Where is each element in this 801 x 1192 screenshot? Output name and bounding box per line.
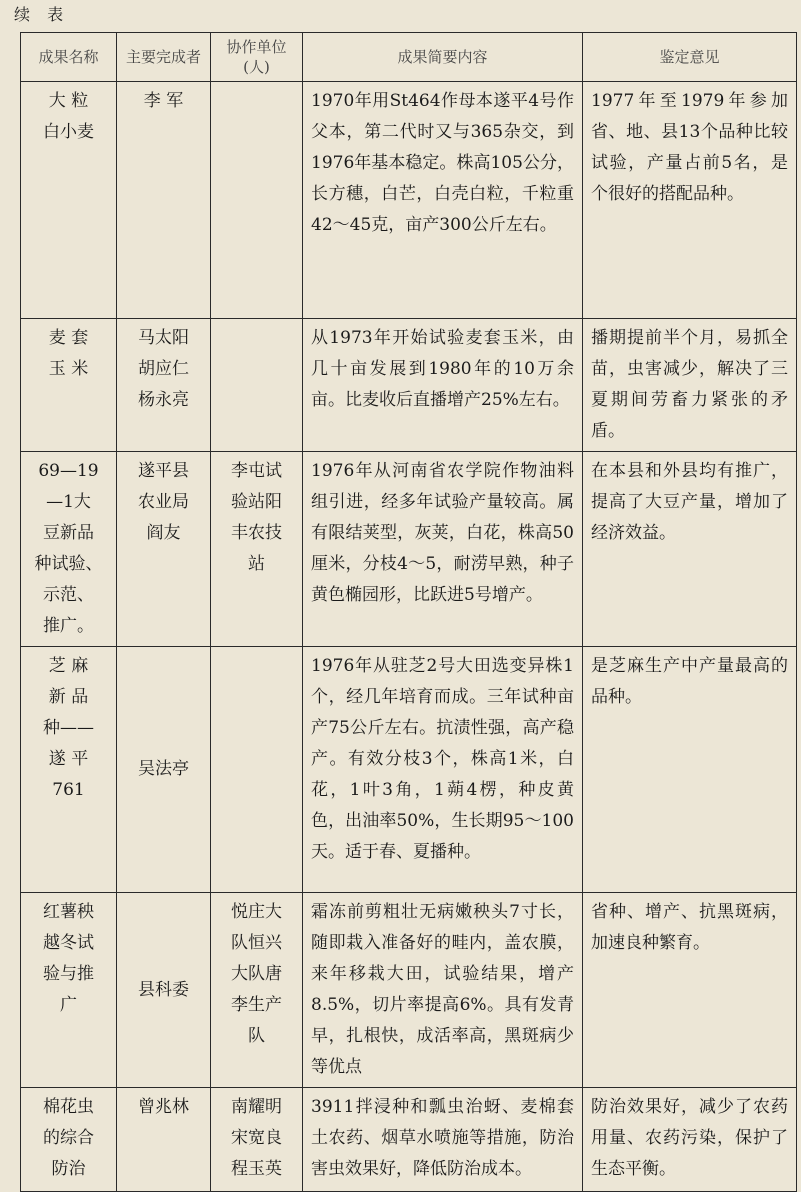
table-row [21,319,797,452]
col-header-summary: 成果简要内容 [303,33,583,82]
col-header-leaders: 主要完成者 [117,33,211,82]
cell-opinion: 防治效果好，减少了农药用量、农药污染，保护了生态平衡。 [583,1088,797,1192]
cell-opinion: 1977年至1979年参加省、地、县13个品种比较试验，产量占前5名，是个很好的搭配品种。 [583,82,797,319]
table-row [21,893,797,1088]
continued-label: 续 表 [14,5,70,24]
cell-leaders: 遂平县 农业局 阎友 [117,452,211,647]
cell-opinion: 在本县和外县均有推广，提高了大豆产量，增加了经济效益。 [583,452,797,647]
cell-name: 棉花虫 的综合 防治 [21,1088,117,1192]
table-row [21,647,797,893]
cell-summary: 1976年从驻芝2号大田选变异株1个，经几年培育而成。三年试种亩产75公斤左右。抗渍性强，高产稳产。有效分枝3个，株高1米，白花，1叶3角，1蒴4楞，种皮黄色，出油率50%，生长期95～100天。适于春、夏播种。 [303,647,583,893]
cell-name: 红薯秧 越冬试 验与推 广 [21,893,117,1088]
cell-partners [211,82,303,319]
achievements-table [20,32,797,1192]
cell-leaders: 李 军 [117,82,211,319]
cell-partners: 南耀明 宋宽良 程玉英 [211,1088,303,1192]
cell-opinion: 是芝麻生产中产量最高的品种。 [583,647,797,893]
cell-name: 芝 麻 新 品 种—— 遂 平 761 [21,647,117,893]
cell-opinion: 播期提前半个月，易抓全苗，虫害减少，解决了三夏期间劳畜力紧张的矛盾。 [583,319,797,452]
cell-summary: 霜冻前剪粗壮无病嫩秧头7寸长，随即栽入准备好的畦内，盖农膜，来年移栽大田，试验结果，增产8.5%，切片率提高6%。具有发青早，扎根快，成活率高，黑斑病少等优点 [303,893,583,1088]
col-header-name: 成果名称 [21,33,117,82]
header-row [21,33,797,82]
cell-summary: 1970年用St464作母本遂平4号作父本，第二代时又与365杂交，到1976年基本稳定。株高105公分，长方穗，白芒，白壳白粒，千粒重42～45克，亩产300公斤左右。 [303,82,583,319]
cell-leaders: 吴法亭 [117,647,211,893]
cell-leaders: 马太阳 胡应仁 杨永亮 [117,319,211,452]
cell-name: 大 粒 白小麦 [21,82,117,319]
col-header-partners: 协作单位(人) [211,33,303,82]
table-row [21,1088,797,1192]
table-row [21,82,797,319]
cell-leaders: 县科委 [117,893,211,1088]
cell-leaders: 曾兆林 [117,1088,211,1192]
cell-summary: 1976年从河南省农学院作物油料组引进，经多年试验产量较高。属有限结荚型，灰荚，白花，株高50厘米，分枝4～5，耐涝早熟，种子黄色椭园形，比跃进5号增产。 [303,452,583,647]
cell-partners [211,319,303,452]
cell-opinion: 省种、增产、抗黑斑病，加速良种繁育。 [583,893,797,1088]
cell-partners [211,647,303,893]
cell-summary: 从1973年开始试验麦套玉米，由几十亩发展到1980年的10万余亩。比麦收后直播增产25%左右。 [303,319,583,452]
table-row [21,452,797,647]
cell-summary: 3911拌浸种和瓢虫治蚜、麦棉套土农药、烟草水喷施等措施，防治害虫效果好，降低防治成本。 [303,1088,583,1192]
col-header-opinion: 鉴定意见 [583,33,797,82]
cell-name: 麦 套 玉 米 [21,319,117,452]
cell-partners: 悦庄大 队恒兴 大队唐 李生产 队 [211,893,303,1088]
cell-name: 69—19 —1大 豆新品 种试验、 示范、 推广。 [21,452,117,647]
cell-partners: 李屯试 验站阳 丰农技 站 [211,452,303,647]
